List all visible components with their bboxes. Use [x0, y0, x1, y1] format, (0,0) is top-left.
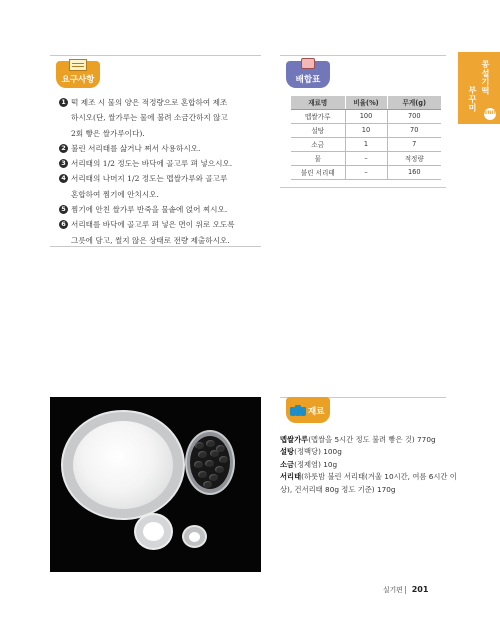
table-header-row	[291, 96, 441, 109]
requirement-line: 불린 서리태를 삶거나 쪄서 사용하시오.	[71, 143, 201, 153]
ingredient-line	[280, 446, 460, 458]
table-cell: 물	[291, 151, 345, 165]
recipe-badge	[286, 61, 330, 88]
page-number: 201	[411, 585, 429, 594]
table-cell: 70	[387, 123, 441, 137]
requirement-item-continued	[59, 110, 261, 125]
ingredient-line	[280, 434, 460, 446]
ingredient-name: 서리태	[280, 472, 302, 482]
page-footer	[383, 584, 428, 594]
table-row	[291, 123, 441, 137]
requirement-item	[59, 217, 261, 232]
number-circle-icon: 2	[59, 144, 68, 153]
ingredient-line	[280, 484, 460, 496]
requirement-line: 혼합하여 찜기에 안치시오.	[71, 189, 159, 199]
document-icon	[69, 59, 87, 71]
number-circle-icon: 1	[59, 98, 68, 107]
ingredient-detail: (정제염) 10g	[294, 459, 338, 469]
rice-flour	[73, 421, 173, 509]
sugar-plate	[134, 513, 173, 550]
table-row	[291, 165, 441, 179]
sugar	[143, 522, 164, 541]
table-cell: 160	[387, 165, 441, 179]
unit-circle-icon: UNIT	[484, 108, 496, 120]
table-cell: 멥쌀가루	[291, 109, 345, 123]
requirement-line: 떡 제조 시 물의 양은 적정량으로 혼합하여 제조	[71, 98, 228, 107]
column-header: 재료명	[291, 96, 345, 109]
table-cell: –	[345, 165, 387, 179]
requirement-item	[59, 156, 261, 171]
number-circle-icon: 5	[59, 205, 68, 214]
requirement-item	[59, 171, 261, 186]
table-cell: –	[345, 151, 387, 165]
requirements-header	[50, 55, 261, 87]
requirements-badge-label: 요구사항	[61, 75, 95, 85]
ingredient-name: 멥쌀가루	[280, 435, 309, 444]
table-cell: 10	[345, 123, 387, 137]
requirement-item-continued	[59, 233, 261, 248]
requirement-line: 서리태의 1/2 정도는 바닥에 골고루 펴 넣으시오.	[71, 159, 233, 169]
table-row	[291, 137, 441, 151]
table-cell: 7	[387, 137, 441, 151]
number-circle-icon: 3	[59, 159, 68, 168]
black-bean-plate	[185, 430, 235, 495]
table-cell: 설탕	[291, 123, 345, 137]
table-row	[291, 151, 441, 165]
chapter-side-tab	[458, 52, 500, 124]
requirement-line: 서리태를 바닥에 골고루 펴 넣은 면이 위로 오도록	[71, 220, 235, 230]
ingredient-detail: 상), 건서리태 80g 정도 기준) 170g	[280, 484, 396, 494]
requirement-item	[59, 202, 261, 217]
table-cell: 100	[345, 109, 387, 123]
requirements-list	[59, 95, 261, 248]
ingredients-photo	[50, 397, 261, 572]
footer-section: 실기편	[383, 586, 403, 594]
requirement-line: 서리태의 나머지 1/2 정도는 멥쌀가루와 골고루	[71, 174, 228, 184]
recipe-table	[291, 96, 441, 180]
ingredient-line	[280, 471, 460, 483]
ingredient-detail: (하룻밤 불린 서리태(겨울 10시간, 여름 6시간 이	[301, 472, 457, 482]
ingredient-line	[280, 459, 460, 471]
table-cell: 700	[387, 109, 441, 123]
requirement-item-continued	[59, 126, 261, 141]
number-circle-icon: 4	[59, 174, 68, 183]
ingredients-badge	[286, 397, 330, 423]
requirements-badge	[56, 61, 100, 88]
requirement-item	[59, 95, 261, 110]
ingredients-icon	[290, 404, 306, 416]
number-circle-icon: 6	[59, 220, 68, 229]
chapter-tab-subtitle: 부꾸미	[468, 86, 478, 113]
requirement-line: 하시오(단, 쌀가루는 물에 불려 소금간하지 않고	[71, 113, 228, 123]
requirement-line: 2회 빻은 쌀가루이다).	[71, 128, 145, 138]
black-beans	[190, 436, 230, 489]
ingredients-badge-label: 재료	[308, 407, 325, 417]
ingredient-detail: (멥쌀을 5시간 정도 불려 빻은 것) 770g	[308, 435, 436, 444]
column-header: 무게(g)	[387, 96, 441, 109]
column-header: 비율(%)	[345, 96, 387, 109]
salt	[189, 532, 200, 542]
requirement-line: 그릇에 담고, 썰지 않은 상태로 전량 제출하시오.	[71, 235, 230, 245]
table-cell: 1	[345, 137, 387, 151]
rice-flour-plate	[61, 410, 185, 520]
ingredient-detail: (정백당) 100g	[294, 447, 342, 457]
recipe-badge-label: 배합표	[295, 75, 321, 85]
table-row	[291, 109, 441, 123]
salt-plate	[182, 525, 207, 548]
table-cell: 적정량	[387, 151, 441, 165]
chapter-tab-title: 콩설기떡	[481, 60, 491, 95]
footer-divider	[405, 586, 406, 594]
requirement-item-continued	[59, 187, 261, 202]
ingredients-list	[280, 434, 460, 496]
scale-icon	[301, 58, 315, 69]
ingredient-name: 소금	[280, 459, 295, 469]
table-cell: 불린 서리태	[291, 165, 345, 179]
requirement-line: 찜기에 안친 쌀가루 반죽을 물솥에 얹어 찌시오.	[71, 205, 228, 215]
ingredient-name: 설탕	[280, 447, 295, 457]
table-cell: 소금	[291, 137, 345, 151]
requirement-item	[59, 141, 261, 156]
